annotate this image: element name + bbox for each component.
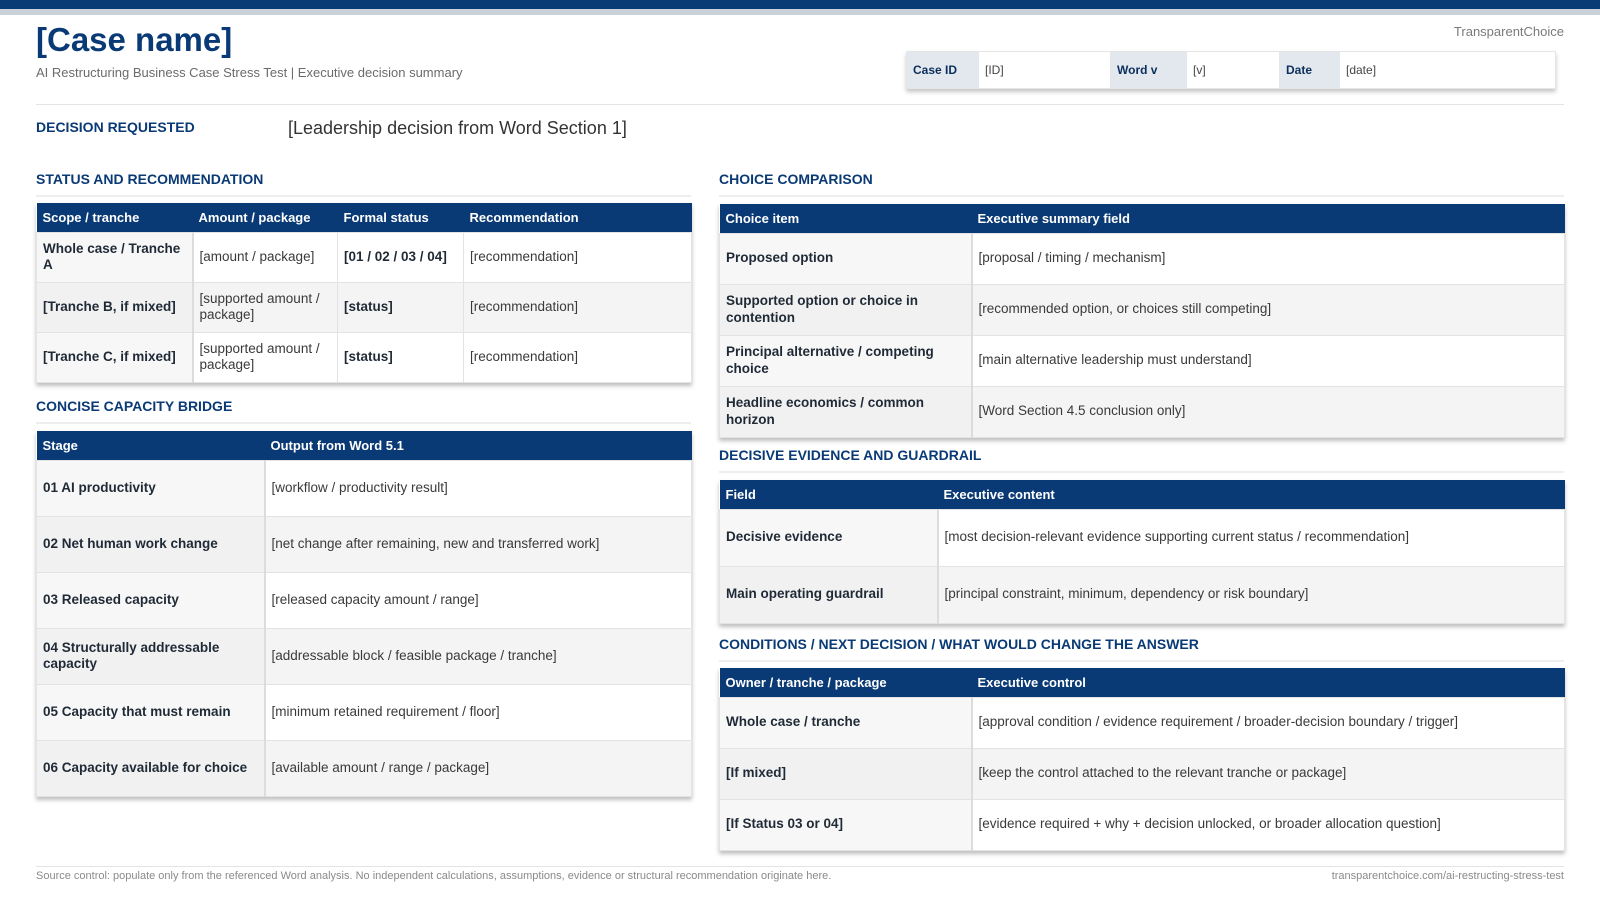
table-row	[720, 509, 1565, 566]
bridge-col-output: Output from Word 5.1	[265, 431, 692, 460]
conditions-table-header	[720, 668, 1565, 697]
bridge-table-header	[37, 431, 692, 460]
word-version-value: [v]	[1187, 52, 1280, 88]
choice-col-item: Choice item	[720, 204, 972, 233]
evidence-col-content: Executive content	[938, 480, 1565, 509]
bridge-section-rule	[36, 422, 691, 424]
bridge-cell-output: [minimum retained requirement / floor]	[265, 684, 692, 740]
conditions-section-title: CONDITIONS / NEXT DECISION / WHAT WOULD CHANGE THE ANSWER	[719, 636, 1199, 652]
choice-table-header	[720, 204, 1565, 233]
bridge-cell-output: [released capacity amount / range]	[265, 572, 692, 628]
status-cell-amount: [supported amount / package]	[193, 332, 338, 382]
evidence-cell-content: [principal constraint, minimum, dependency or risk boundary]	[938, 566, 1565, 623]
date-value: [date]	[1340, 52, 1555, 88]
bridge-cell-stage: 02 Net human work change	[37, 516, 265, 572]
date-label: Date	[1280, 52, 1340, 88]
evidence-cell-content: [most decision-relevant evidence supporting current status / recommendation]	[938, 509, 1565, 566]
footer-source-note: Source control: populate only from the referenced Word analysis. No independent calculations, assumptions, evidence or structural recommendation originate here.	[36, 870, 832, 882]
conditions-cell-control: [approval condition / evidence requirement / broader-decision boundary / trigger]	[972, 697, 1565, 748]
evidence-section-rule	[719, 471, 1564, 473]
choice-table	[719, 204, 1565, 438]
conditions-table	[719, 668, 1565, 851]
bridge-cell-stage: 01 AI productivity	[37, 460, 265, 516]
status-cell-recommendation: [recommendation]	[464, 332, 692, 382]
table-row	[37, 282, 692, 332]
status-section-rule	[36, 195, 691, 197]
evidence-table	[719, 480, 1565, 624]
table-row	[720, 566, 1565, 623]
status-col-recommendation: Recommendation	[464, 203, 692, 232]
table-row	[720, 335, 1565, 386]
bridge-col-stage: Stage	[37, 431, 265, 460]
choice-cell-field: [recommended option, or choices still competing]	[972, 284, 1565, 335]
bridge-section-title: CONCISE CAPACITY BRIDGE	[36, 398, 233, 414]
conditions-cell-control: [keep the control attached to the relevant tranche or package]	[972, 748, 1565, 799]
choice-cell-item: Principal alternative / competing choice	[720, 335, 972, 386]
choice-section-rule	[719, 195, 1564, 197]
bridge-cell-stage: 06 Capacity available for choice	[37, 740, 265, 796]
status-col-scope: Scope / tranche	[37, 203, 193, 232]
evidence-col-field: Field	[720, 480, 938, 509]
table-row	[37, 628, 692, 684]
decision-label: DECISION REQUESTED	[36, 119, 195, 135]
status-cell-amount: [amount / package]	[193, 232, 338, 282]
status-table-header	[37, 203, 692, 232]
conditions-cell-owner: Whole case / tranche	[720, 697, 972, 748]
choice-cell-item: Supported option or choice in contention	[720, 284, 972, 335]
status-col-amount: Amount / package	[193, 203, 338, 232]
header-divider	[36, 104, 1564, 105]
conditions-cell-owner: [If mixed]	[720, 748, 972, 799]
status-cell-formal-status: [status]	[338, 282, 464, 332]
choice-cell-item: Proposed option	[720, 233, 972, 284]
table-row	[720, 799, 1565, 850]
table-row	[37, 232, 692, 282]
status-col-formal-status: Formal status	[338, 203, 464, 232]
bridge-table	[36, 431, 692, 797]
evidence-section-title: DECISIVE EVIDENCE AND GUARDRAIL	[719, 447, 982, 463]
choice-col-field: Executive summary field	[972, 204, 1565, 233]
conditions-col-owner: Owner / tranche / package	[720, 668, 972, 697]
case-id-label: Case ID	[907, 52, 979, 88]
bridge-cell-output: [addressable block / feasible package / tranche]	[265, 628, 692, 684]
evidence-cell-field: Main operating guardrail	[720, 566, 938, 623]
status-cell-formal-status: [01 / 02 / 03 / 04]	[338, 232, 464, 282]
conditions-cell-control: [evidence required + why + decision unlocked, or broader allocation question]	[972, 799, 1565, 850]
conditions-col-control: Executive control	[972, 668, 1565, 697]
status-cell-recommendation: [recommendation]	[464, 282, 692, 332]
bridge-cell-output: [net change after remaining, new and transferred work]	[265, 516, 692, 572]
choice-cell-field: [proposal / timing / mechanism]	[972, 233, 1565, 284]
table-row	[37, 332, 692, 382]
decision-value: [Leadership decision from Word Section 1]	[288, 118, 627, 138]
table-row	[720, 697, 1565, 748]
conditions-cell-owner: [If Status 03 or 04]	[720, 799, 972, 850]
bridge-cell-output: [available amount / range / package]	[265, 740, 692, 796]
table-row	[37, 740, 692, 796]
status-cell-scope: Whole case / Tranche A	[37, 232, 193, 282]
page-title: [Case name]	[36, 21, 233, 58]
table-row	[720, 284, 1565, 335]
choice-cell-item: Headline economics / common horizon	[720, 386, 972, 437]
table-row	[37, 516, 692, 572]
evidence-cell-field: Decisive evidence	[720, 509, 938, 566]
table-row	[720, 233, 1565, 284]
status-table	[36, 203, 692, 383]
table-row	[720, 386, 1565, 437]
bridge-cell-stage: 05 Capacity that must remain	[37, 684, 265, 740]
status-cell-amount: [supported amount / package]	[193, 282, 338, 332]
footer-divider	[36, 866, 1564, 867]
choice-cell-field: [Word Section 4.5 conclusion only]	[972, 386, 1565, 437]
evidence-table-header	[720, 480, 1565, 509]
bridge-cell-stage: 04 Structurally addressable capacity	[37, 628, 265, 684]
brand-label: TransparentChoice	[1453, 24, 1564, 39]
status-cell-scope: [Tranche B, if mixed]	[37, 282, 193, 332]
table-row	[37, 684, 692, 740]
word-version-label: Word v	[1111, 52, 1187, 88]
status-cell-recommendation: [recommendation]	[464, 232, 692, 282]
choice-section-title: CHOICE COMPARISON	[719, 171, 873, 187]
page-subtitle: AI Restructuring Business Case Stress Test | Executive decision summary	[36, 65, 463, 80]
status-cell-formal-status: [status]	[338, 332, 464, 382]
footer-url: transparentchoice.com/ai-restructing-stress-test	[1331, 870, 1564, 882]
table-row	[37, 572, 692, 628]
case-id-value: [ID]	[979, 52, 1111, 88]
table-row	[720, 748, 1565, 799]
bridge-cell-stage: 03 Released capacity	[37, 572, 265, 628]
bridge-cell-output: [workflow / productivity result]	[265, 460, 692, 516]
conditions-section-rule	[719, 660, 1564, 662]
meta-box	[906, 51, 1556, 89]
status-cell-scope: [Tranche C, if mixed]	[37, 332, 193, 382]
status-section-title: STATUS AND RECOMMENDATION	[36, 171, 264, 187]
choice-cell-field: [main alternative leadership must understand]	[972, 335, 1565, 386]
top-accent-bar	[0, 0, 1600, 9]
table-row	[37, 460, 692, 516]
top-accent-shadow	[0, 9, 1600, 15]
